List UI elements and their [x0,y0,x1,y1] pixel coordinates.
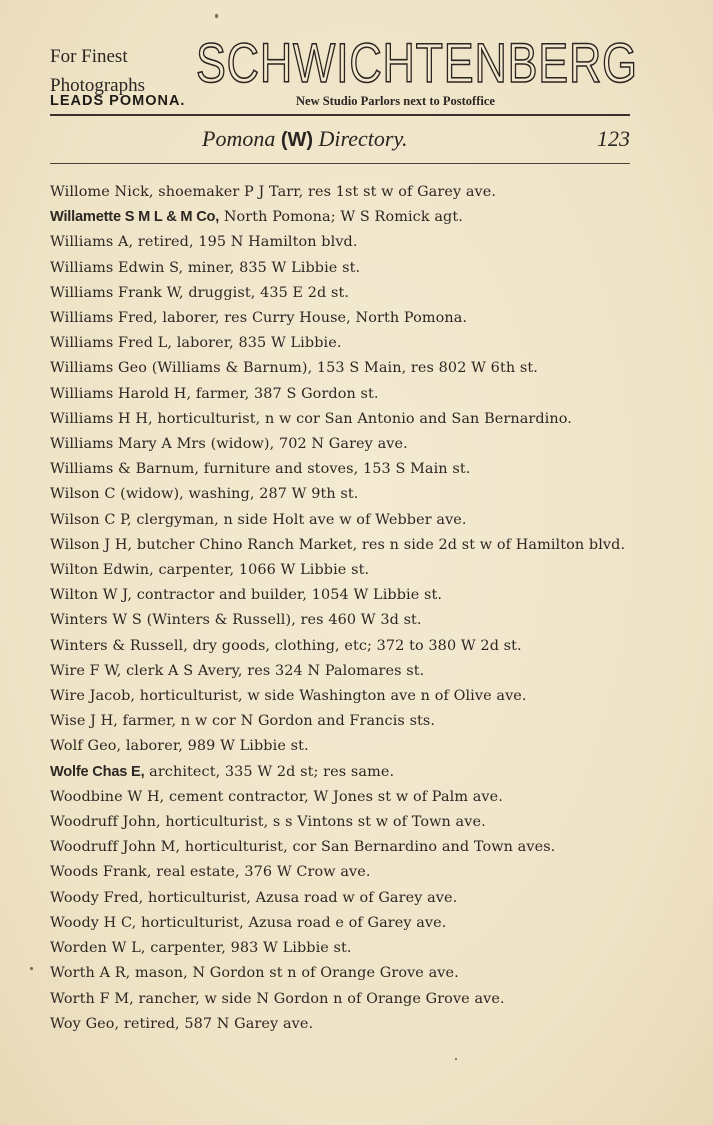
entry-name: Willome Nick, [50,184,154,200]
page-number: 123 [597,126,630,151]
directory-entry [50,356,635,381]
entry-name: Williams Fred L, [50,335,173,352]
entry-detail: butcher Chino Ranch Market, res n side 2d st w of Hamilton blvd. [136,536,626,553]
entry-detail: (widow), washing, 287 W 9th st. [120,486,359,503]
directory-entry [50,457,635,482]
directory-entry [50,583,635,608]
entry-name: Wolfe Chas E, [50,763,145,780]
directory-entry [50,709,635,734]
directory-entry [50,734,635,759]
entry-name: Williams & Barnum, [50,461,200,478]
entry-detail: laborer, res Curry House, North Pomona. [162,310,468,327]
entry-name: Wire Jacob, [50,688,136,705]
directory-entry [50,987,635,1012]
directory-entry [50,256,635,281]
entry-name: Williams Frank W, [50,284,184,301]
entry-detail: miner, 835 W Libbie st. [187,259,361,276]
entry-name: Wolf Geo, [50,738,122,755]
entry-detail: furniture and stoves, 153 S Main st. [203,461,471,478]
entry-name: Wire F W, [50,662,122,679]
directory-entry [50,608,635,633]
entry-detail: dry goods, clothing, etc; 372 to 380 W 2d st. [192,637,522,654]
ad-studio-location: New Studio Parlors next to Postoffice [296,94,495,108]
entry-name: Woods Frank, [50,864,152,881]
directory-entry [50,558,635,583]
entry-name: Worth F M, [50,990,134,1007]
directory-entry [50,205,635,230]
entry-detail: cement contractor, W Jones st w of Palm ave. [169,788,503,805]
entry-name: Worth A R, [50,965,131,982]
entry-detail: farmer, 387 S Gordon st. [195,385,379,402]
entry-detail: retired, 587 N Garey ave. [123,1015,314,1032]
entry-name: Williams Geo [50,360,148,377]
entry-detail: retired, 195 N Hamilton blvd. [137,234,358,251]
directory-entry [50,1012,635,1037]
directory-entries [50,180,635,1037]
entry-detail: (Williams & Barnum), 153 S Main, res 802 W 6th st. [151,360,538,377]
entry-name: Woodbine W H, [50,788,165,805]
entry-name: Woody H C, [50,914,137,931]
entry-detail: horticulturist, s s Vintons st w of Town ave. [165,814,486,831]
ad-line-photographs: Photographs [50,75,145,96]
entry-detail: clergyman, n side Holt ave w of Webber ave. [136,511,467,528]
entry-detail: contractor and builder, 1054 W Libbie st. [136,587,443,604]
entry-name: Winters W S [50,612,142,629]
entry-name: Williams Fred, [50,310,158,327]
directory-entry [50,382,635,407]
directory-entry [50,306,635,331]
entry-detail: rancher, w side N Gordon n of Orange Grove ave. [138,990,505,1007]
entry-name: Winters & Russell, [50,637,188,654]
entry-name: Williams A, [50,234,134,251]
running-head-divider [50,163,630,164]
photographer-advertisement [50,31,638,110]
paper-speck [455,1058,457,1060]
entry-name: Wilton W J, [50,587,132,604]
entry-name: Wilton Edwin, [50,562,154,579]
entry-name: Williams Edwin S, [50,259,184,276]
directory-entry [50,432,635,457]
entry-detail: (Winters & Russell), res 460 W 3d st. [146,612,422,629]
entry-detail: North Pomona; W S Romick agt. [223,209,463,226]
title-letter-mark: (W) [280,129,314,151]
entry-name: Worden W L, [50,940,146,957]
directory-title [202,126,408,152]
entry-name: Woy Geo, [50,1015,120,1032]
entry-detail: farmer, n w cor N Gordon and Francis sts. [122,713,436,730]
entry-detail: horticulturist, w side Washington ave n of Olive ave. [139,688,527,705]
entry-detail: carpenter, 1066 W Libbie st. [158,562,370,579]
entry-name: Williams Harold H, [50,385,192,402]
title-city: Pomona [202,126,276,151]
entry-detail: druggist, 435 E 2d st. [188,284,350,301]
entry-name: Wilson C [50,486,116,503]
entry-detail: horticulturist, Azusa road e of Garey ave. [140,914,447,931]
entry-name: Woodruff John M, [50,839,181,856]
directory-entry [50,835,635,860]
entry-detail: laborer, 835 W Libbie. [176,335,342,352]
entry-detail: (widow), 702 N Garey ave. [210,436,408,453]
entry-name: Williams Mary A Mrs [50,436,206,453]
entry-detail: mason, N Gordon st n of Orange Grove ave. [135,965,459,982]
directory-entry [50,508,635,533]
directory-entry [50,331,635,356]
directory-entry [50,659,635,684]
directory-entry [50,961,635,986]
entry-name: Woodruff John, [50,814,161,831]
directory-entry [50,810,635,835]
entry-detail: real estate, 376 W Crow ave. [156,864,371,881]
directory-entry [50,684,635,709]
running-head [50,124,630,158]
directory-entry [50,760,635,785]
paper-speck [215,14,218,18]
entry-detail: laborer, 989 W Libbie st. [125,738,309,755]
directory-entry [50,936,635,961]
directory-entry [50,911,635,936]
entry-detail: horticulturist, cor San Bernardino and Town aves. [184,839,556,856]
entry-detail: horticulturist, Azusa road w of Garey ave. [148,889,458,906]
directory-entry [50,886,635,911]
directory-entry [50,180,635,205]
directory-entry [50,281,635,306]
entry-name: Willamette S M L & M Co, [50,209,220,226]
ad-leads-pomona: LEADS POMONA. [50,93,186,109]
entry-name: Williams H H, [50,410,153,427]
directory-entry [50,533,635,558]
directory-entry [50,634,635,659]
directory-entry [50,407,635,432]
title-directory: Directory. [318,126,408,151]
entry-detail: carpenter, 983 W Libbie st. [150,940,352,957]
ad-brand-name: SCHWICHTENBERG [196,31,638,94]
paper-speck [30,967,33,970]
ad-line-finest: For Finest [50,46,128,67]
entry-name: Wise J H, [50,713,118,730]
entry-detail: architect, 335 W 2d st; res same. [149,763,395,780]
entry-detail: horticulturist, n w cor San Antonio and San Bernardino. [157,410,572,427]
entry-name: Woody Fred, [50,889,144,906]
directory-entry [50,785,635,810]
header-divider [50,114,630,116]
entry-detail: clerk A S Avery, res 324 N Palomares st. [126,662,425,679]
entry-name: Wilson J H, [50,536,133,553]
directory-entry [50,230,635,255]
directory-entry [50,860,635,885]
entry-detail: shoemaker P J Tarr, res 1st st w of Garey ave. [158,184,497,200]
directory-entry [50,482,635,507]
ad-tagline [50,42,145,100]
entry-name: Wilson C P, [50,511,132,528]
